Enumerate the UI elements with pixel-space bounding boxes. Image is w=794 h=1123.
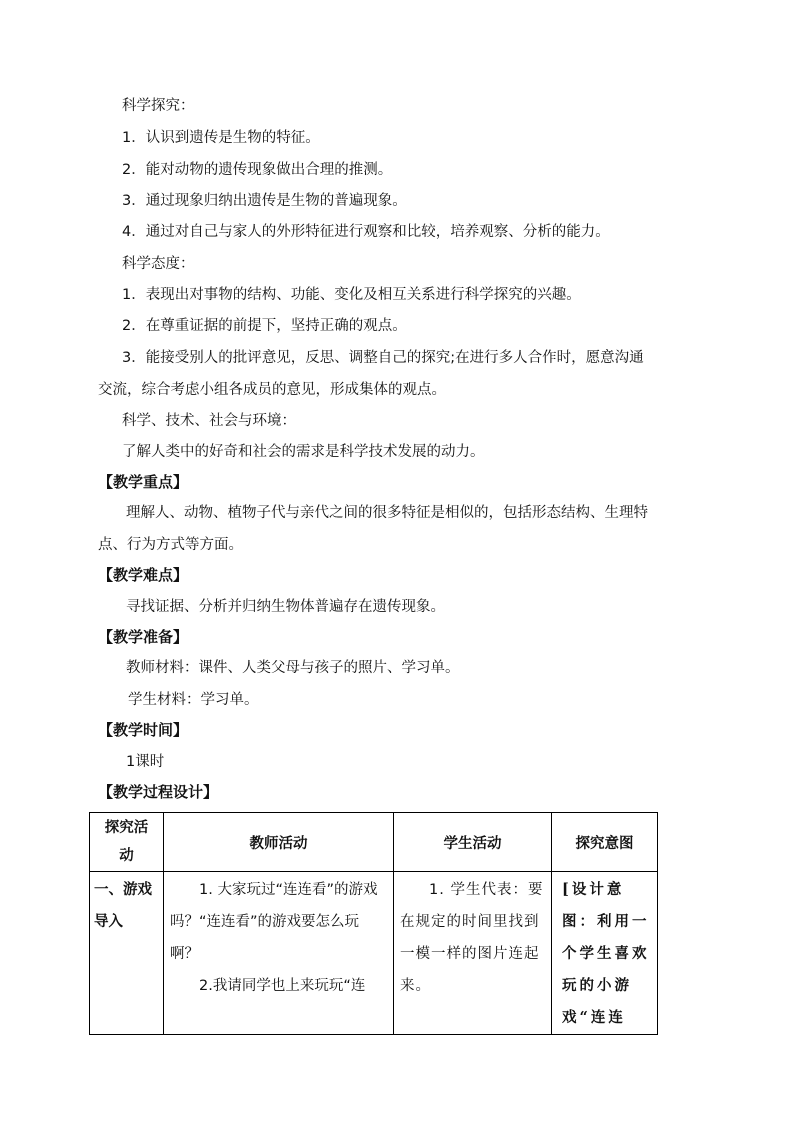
cell-intent: [设计意图：利用一个学生喜欢玩的小游戏“连连 [552, 872, 658, 1035]
sts-label: 科学、技术、社会与环境： [122, 413, 296, 429]
header-teacher: 教师活动 [164, 813, 394, 872]
cell-teacher [164, 872, 394, 1035]
key-points-heading: 【教学重点】 [98, 473, 189, 491]
science-inquiry-item: 2．能对动物的遗传现象做出合理的推测。 [122, 162, 393, 178]
science-attitude-item: 交流，综合考虑小组各成员的意见，形成集体的观点。 [98, 382, 446, 398]
header-student: 学生活动 [394, 813, 552, 872]
student-materials: 学生材料：学习单。 [128, 692, 259, 708]
key-points-text: 点、行为方式等方面。 [98, 537, 243, 553]
process-heading: 【教学过程设计】 [98, 783, 219, 801]
process-table [89, 812, 658, 1035]
teacher-step-1: 1. 大家玩过“连连看”的游戏吗？“连连看”的游戏要怎么玩啊？ [170, 882, 378, 962]
preparation-heading: 【教学准备】 [98, 628, 189, 646]
time-text: 1课时 [126, 754, 165, 770]
science-attitude-label: 科学态度： [122, 256, 195, 272]
science-attitude-item: 3．能接受别人的批评意见，反思、调整自己的探究;在进行多人合作时，愿意沟通 [122, 350, 644, 366]
table-header-row [90, 813, 658, 872]
difficulties-heading: 【教学难点】 [98, 566, 189, 584]
science-attitude-item: 1．表现出对事物的结构、功能、变化及相互关系进行科学探究的兴趣。 [122, 287, 581, 303]
teacher-materials: 教师材料：课件、人类父母与孩子的照片、学习单。 [126, 660, 460, 676]
cell-student: 1. 学生代表：要在规定的时间里找到一模一样的图片连起来。 [394, 872, 552, 1035]
header-activity: 探究活动 [90, 813, 164, 872]
difficulties-text: 寻找证据、分析并归纳生物体普遍存在遗传现象。 [126, 599, 445, 615]
teacher-step-2: 2.我请同学也上来玩玩“连 [199, 978, 366, 994]
time-heading: 【教学时间】 [98, 721, 189, 739]
science-inquiry-item: 3．通过现象归纳出遗传是生物的普遍现象。 [122, 193, 407, 209]
key-points-text: 理解人、动物、植物子代与亲代之间的很多特征是相似的，包括形态结构、生理特 [126, 505, 648, 521]
header-intent: 探究意图 [552, 813, 658, 872]
sts-text: 了解人类中的好奇和社会的需求是科学技术发展的动力。 [122, 444, 485, 460]
science-inquiry-item: 4．通过对自己与家人的外形特征进行观察和比较，培养观察、分析的能力。 [122, 224, 610, 240]
science-attitude-item: 2．在尊重证据的前提下，坚持正确的观点。 [122, 318, 407, 334]
table-row [90, 872, 658, 1035]
cell-activity: 一、游戏导入 [90, 872, 164, 1035]
science-inquiry-item: 1．认识到遗传是生物的特征。 [122, 130, 320, 146]
science-inquiry-label: 科学探究： [122, 98, 195, 114]
